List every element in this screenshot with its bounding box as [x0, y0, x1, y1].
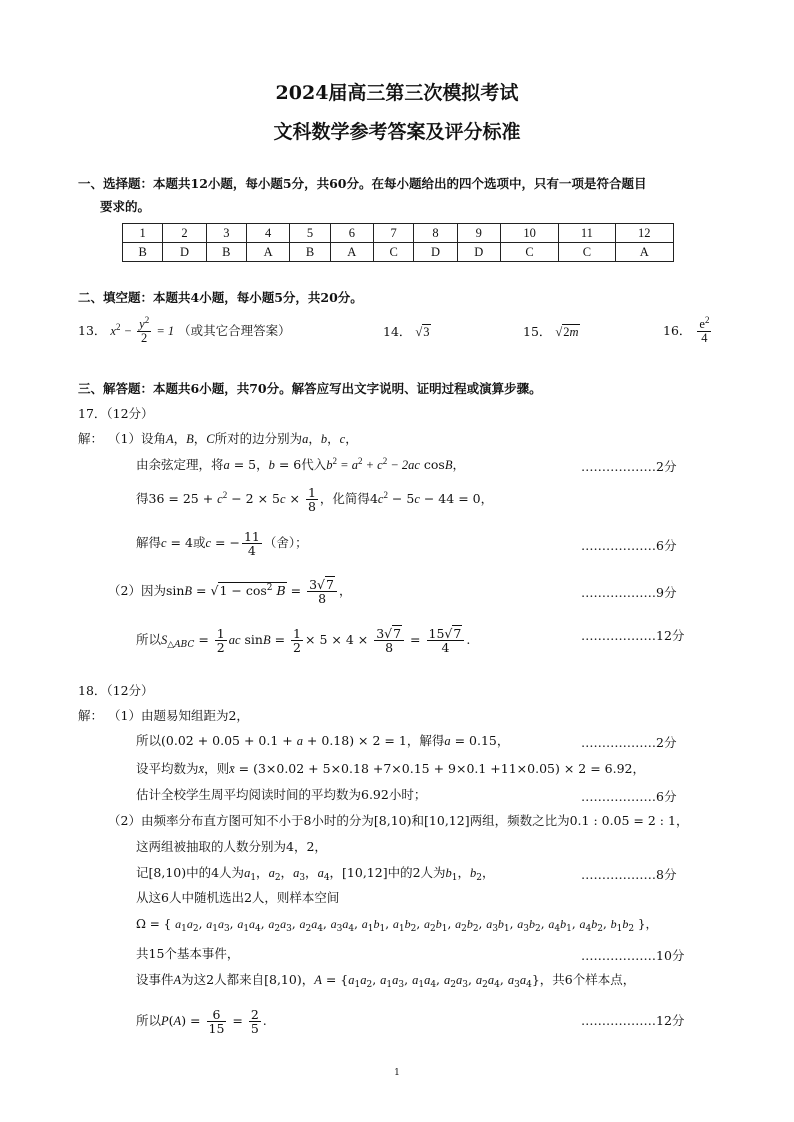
answer-table-number-cell: 10: [500, 224, 558, 243]
q17-jie: 解：: [78, 431, 104, 446]
q18-line3: 设平均数为x̄，则x̄ = (3×0.02 + 5×0.18 +7×0.15 + 9×0.1 +11×0.05) × 2 = 6.92，: [136, 761, 645, 776]
q17-score-2: ………………2分: [581, 459, 677, 474]
answer-table-number-cell: 1: [123, 224, 163, 243]
answer-table-number-cell: 12: [615, 224, 673, 243]
q18-line5: （2）由频率分布直方图可知不小于8小时的分为[8,10)和[10,12]两组，频数之比为0.1 : 0.05 = 2 : 1，: [108, 813, 689, 828]
answer-table-answer-row: [123, 243, 674, 262]
answer-table-number-cell: 9: [457, 224, 500, 243]
q13-answer: 13． $x^2$ − $\frac{y^2}{2}$ = 1 （或其它合理答案）: [78, 315, 291, 345]
q17-part1-line1: （1）设角A，B，C所对的边分别为a，b，c，: [108, 431, 358, 446]
answer-table-answer-cell: D: [414, 243, 457, 262]
q18-line10: 共15个基本事件，: [136, 946, 240, 961]
page-number: 1: [394, 1068, 400, 1078]
q16-answer: 16． $\frac{e^2}{4}$: [663, 315, 710, 345]
q18-line8: 从这6人中随机选出2人，则样本空间: [136, 890, 340, 905]
q18-line12: 所以P(A) = $\frac{6}{15}$ = $\frac{2}{5}$ .: [136, 1007, 267, 1036]
answer-table-number-cell: 2: [163, 224, 206, 243]
answer-table-answer-cell: A: [247, 243, 290, 262]
title-line-2: 文科数学参考答案及评分标准: [273, 121, 521, 143]
q17-score-9: ………………9分: [581, 585, 677, 600]
section1-heading-cont: 要求的。: [100, 199, 151, 214]
q18-line11: 设事件A为这2人都来自[8,10)，$A = \{a_1a_2$, $a_1a_3$, $a_1a_4$, $a_2a_3$, $a_2a_4$, $a_3a_4$}，共6个样本点，: [136, 972, 636, 990]
q18-label: 18．（12分）: [78, 683, 154, 698]
title-line-1: 2024届高三第三次模拟考试: [275, 82, 519, 104]
q17-label: 17．（12分）: [78, 406, 154, 421]
q14-number: 14．: [383, 324, 412, 339]
q18-score-12: ………………12分: [581, 1013, 685, 1028]
answer-table-answer-cell: A: [615, 243, 673, 262]
q18-score-2: ………………2分: [581, 735, 677, 750]
q13-number: 13．: [78, 323, 107, 338]
answer-table-answer-cell: C: [500, 243, 558, 262]
answer-table-answer-cell: B: [206, 243, 246, 262]
q17-part2-line2: 所以$S_{\triangle ABC}$ = $\frac{1}{2}$ ac sinB = $\frac{1}{2}$ × 5 × 4 × $\frac{3√7}{8}$ = $\frac{15√7}{4}$ .: [136, 626, 471, 655]
q14-answer: 14． √3: [383, 324, 430, 339]
q17-part1-line4: 解得c = 4或c = − $\frac{11}{4}$ （舍）；: [136, 529, 308, 558]
answer-table-answer-cell: D: [457, 243, 500, 262]
section2-heading: 二、填空题：本题共4小题，每小题5分，共20分。: [78, 290, 363, 305]
answer-table-number-cell: 3: [206, 224, 246, 243]
q18-line7: 记[8,10)中的4人为$a_1$，$a_2$，$a_3$，$a_4$，[10,12]中的2人为$b_1$，$b_2$，: [136, 865, 495, 883]
q18-line9: Ω = { $a_1a_2$, $a_1a_3$, $a_1a_4$, $a_2a_3$, $a_2a_4$, $a_3a_4$, $a_1b_1$, $a_1b_2$, $a_2b_1$, $a_2b_2$, $a_3b_1$, $a_3b_2$, $a_4b_1$, $a_4b_2$, $b_1b_2$ }，: [136, 917, 658, 934]
answer-table-number-cell: 11: [559, 224, 615, 243]
answer-table-answer-cell: A: [330, 243, 373, 262]
q18-line6: 这两组被抽取的人数分别为4，2，: [136, 839, 327, 854]
answer-table-answer-cell: C: [559, 243, 615, 262]
answer-table-number-cell: 8: [414, 224, 457, 243]
q18-line1: （1）由题易知组距为2，: [108, 708, 249, 723]
answer-table-answer-cell: B: [290, 243, 330, 262]
answer-table-number-cell: 6: [330, 224, 373, 243]
q18-line4: 估计全校学生周平均阅读时间的平均数为6.92小时；: [136, 787, 427, 802]
answer-table-number-cell: 7: [373, 224, 413, 243]
answer-table-number-cell: 4: [247, 224, 290, 243]
answer-table-answer-cell: B: [123, 243, 163, 262]
answer-table-number-row: [123, 224, 674, 243]
q18-score-10: ………………10分: [581, 948, 685, 963]
q16-number: 16．: [663, 323, 692, 338]
q18-score-8: ………………8分: [581, 867, 677, 882]
answer-table: [122, 223, 674, 262]
q15-number: 15．: [523, 324, 552, 339]
section1-heading: 一、选择题：本题共12小题，每小题5分，共60分。在每小题给出的四个选项中，只有一项是符合题目: [78, 176, 647, 191]
answer-table-answer-cell: D: [163, 243, 206, 262]
q15-answer: 15． √2m: [523, 324, 579, 339]
q13-note: （或其它合理答案）: [178, 323, 291, 338]
answer-table-number-cell: 5: [290, 224, 330, 243]
q18-jie: 解：: [78, 708, 104, 723]
q18-line2: 所以(0.02 + 0.05 + 0.1 + a + 0.18) × 2 = 1，解得a = 0.15，: [136, 733, 510, 748]
q17-part1-line3: 得$36 = 25 + c^2 - 2 \times 5c$ × $\frac{1}{8}$ ，化简得$4c^2 - 5c - 44 = 0$，: [136, 485, 494, 514]
q17-score-12: ………………12分: [581, 628, 685, 643]
section3-heading: 三、解答题：本题共6小题，共70分。解答应写出文字说明、证明过程或演算步骤。: [78, 381, 542, 396]
answer-table-answer-cell: C: [373, 243, 413, 262]
q17-part2-line1: （2）因为$\sin B = √1 - \cos^2 B$ = $\frac{3√7}{8}$ ，: [108, 577, 352, 606]
q18-score-6: ………………6分: [581, 789, 677, 804]
q17-part1-line2: 由余弦定理，将a = 5，b = 6代入$b^2 = a^2 + c^2 - 2ac$ cosB，: [136, 456, 466, 472]
q17-score-6: ………………6分: [581, 538, 677, 553]
